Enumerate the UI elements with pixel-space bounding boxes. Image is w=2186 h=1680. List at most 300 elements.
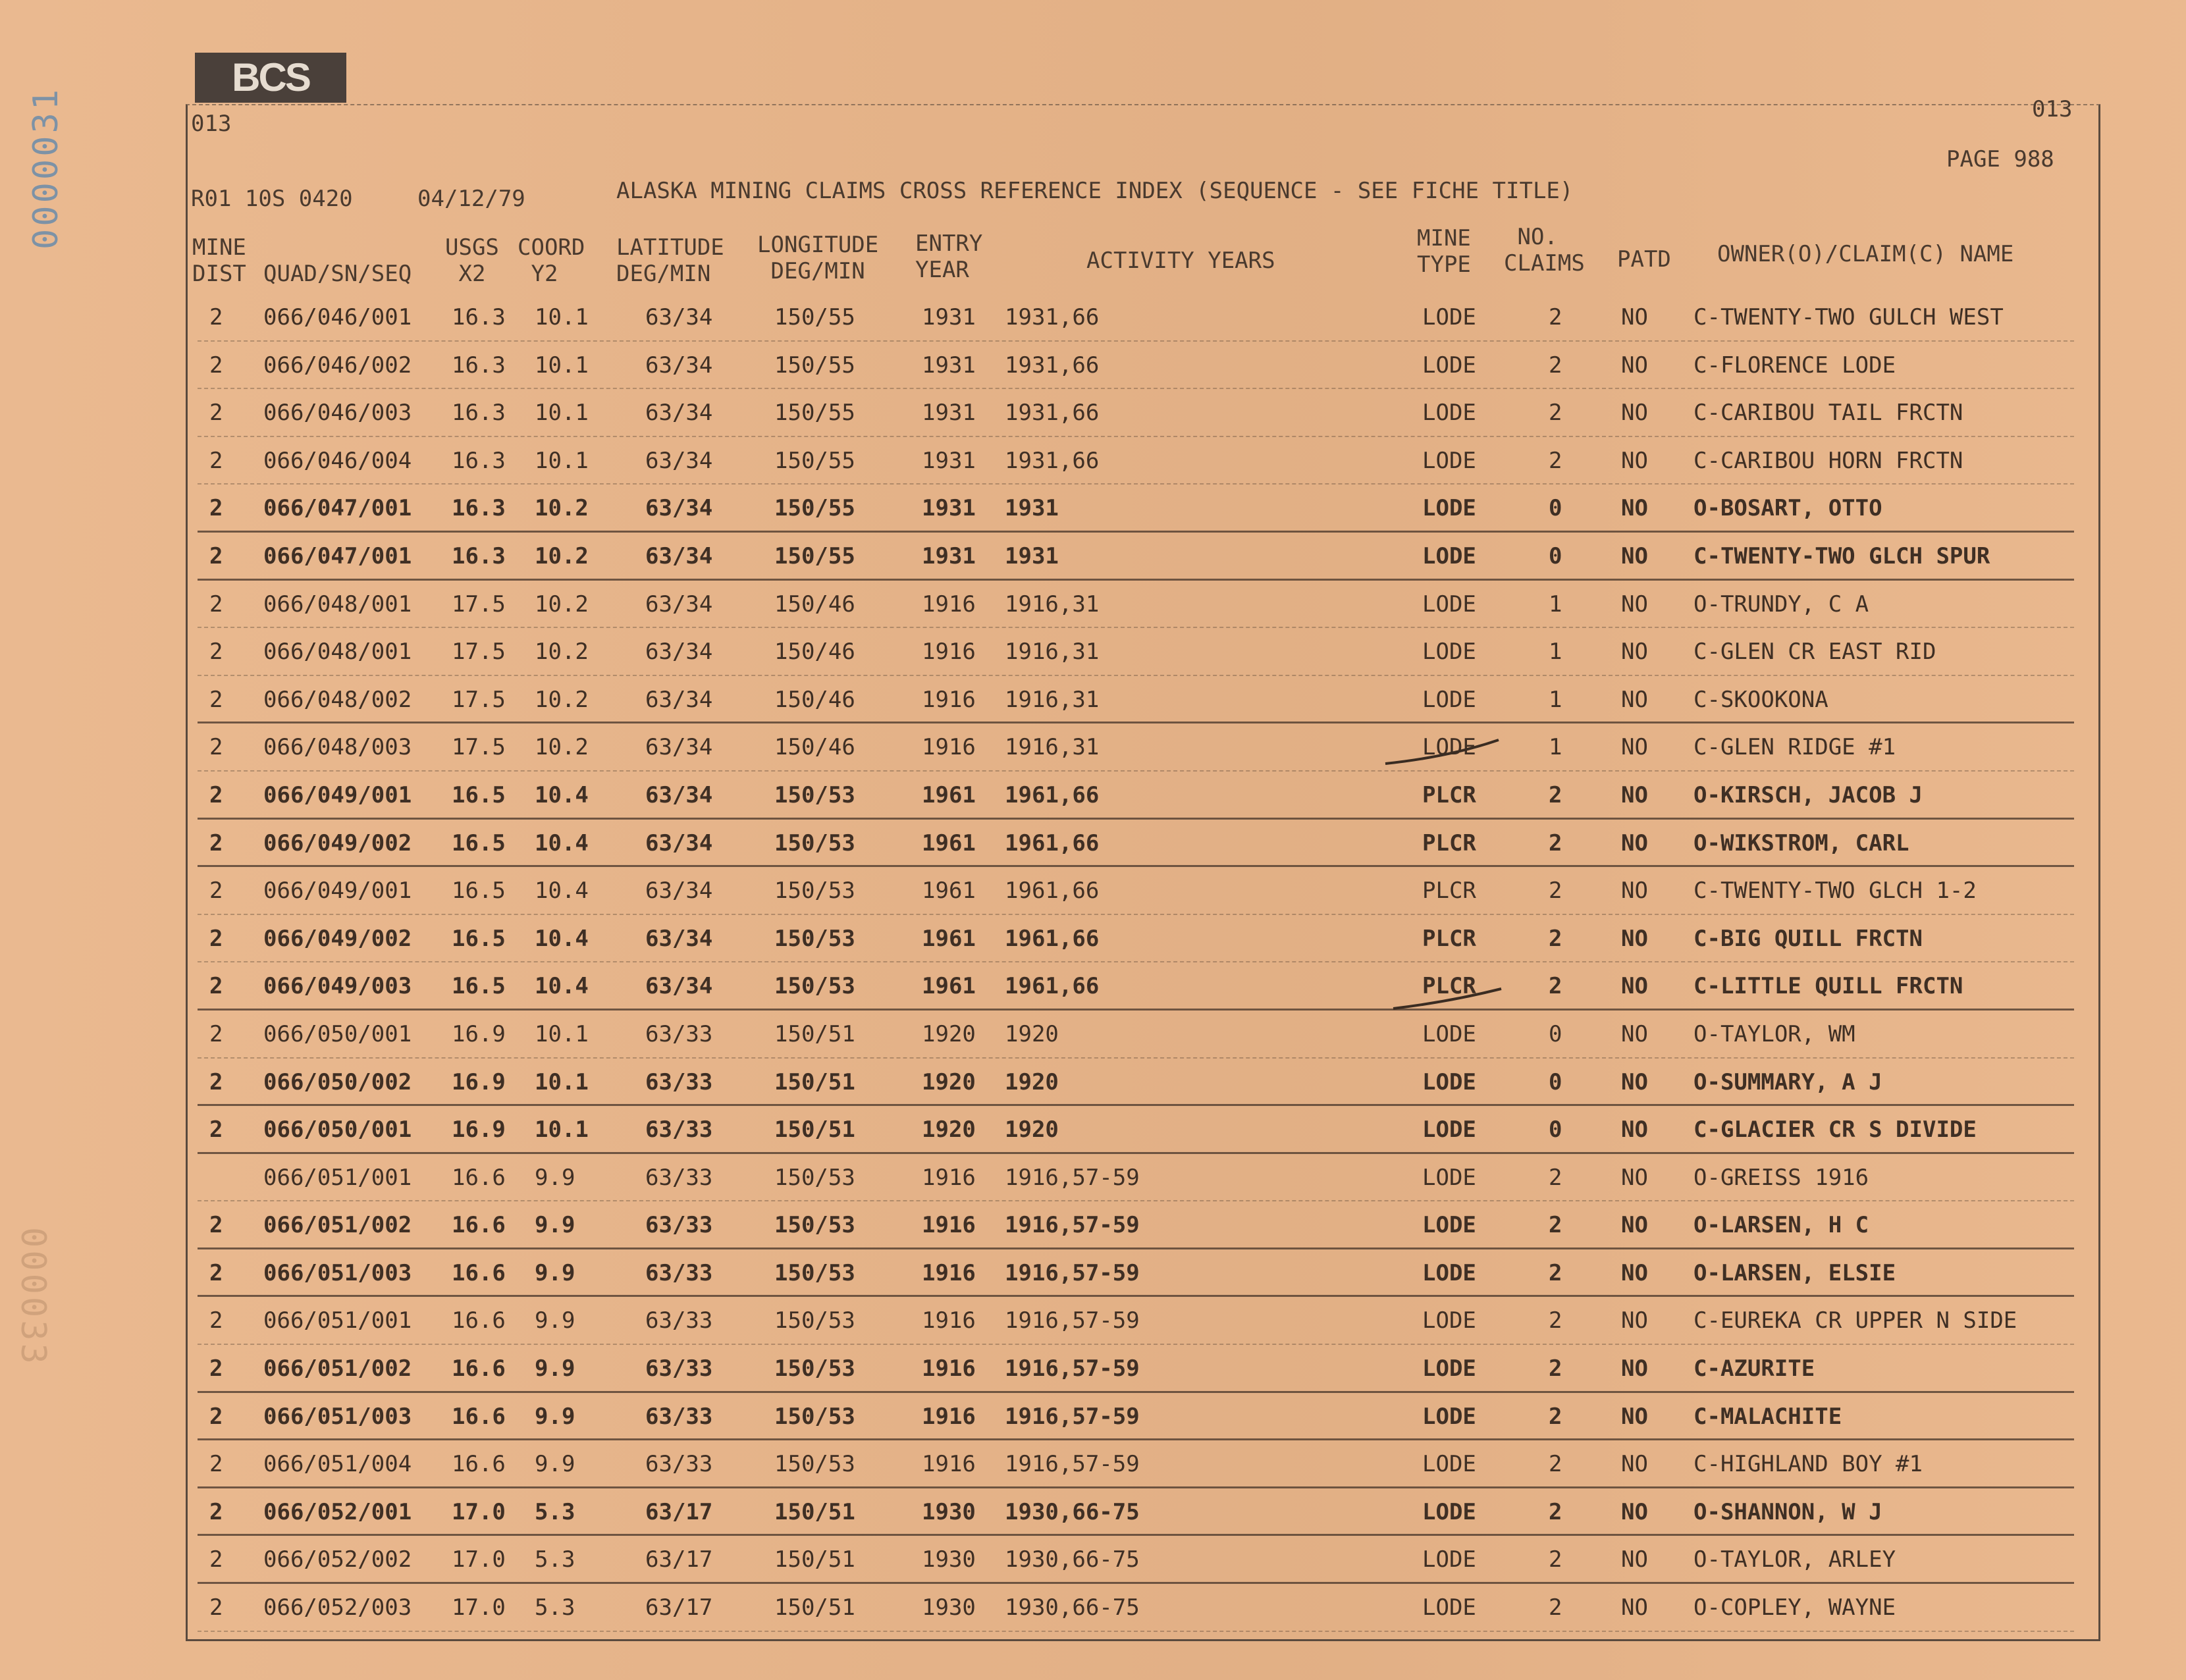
col-quad: QUAD/SN/SEQ <box>263 261 412 287</box>
mine-type-cell: LODE <box>1422 1116 1476 1143</box>
latitude-cell: 63/34 <box>645 639 713 666</box>
usgs-x2-cell: 16.5 <box>452 781 506 808</box>
mine-dist-cell: 2 <box>209 1451 223 1478</box>
patd-cell: NO <box>1621 1498 1648 1525</box>
col-coord-y2: COORD Y2 <box>518 234 585 287</box>
coord-y2-cell: 10.1 <box>535 1068 589 1095</box>
activity-years-cell: 1916,31 <box>1005 686 1100 713</box>
mine-dist-cell: 2 <box>209 542 223 569</box>
entry-year-cell: 1916 <box>922 686 976 713</box>
coord-y2-cell: 5.3 <box>535 1594 575 1621</box>
mine-type-cell: PLCR <box>1422 829 1476 856</box>
patd-cell: NO <box>1621 1594 1648 1621</box>
patd-cell: NO <box>1621 352 1648 379</box>
quad-cell: 066/047/001 <box>263 542 412 569</box>
longitude-cell: 150/53 <box>774 973 855 1000</box>
patd-cell: NO <box>1621 304 1648 330</box>
coord-y2-cell: 9.9 <box>535 1307 575 1334</box>
usgs-x2-cell: 16.9 <box>452 1068 506 1095</box>
latitude-cell: 63/33 <box>645 1164 713 1191</box>
mine-dist-cell: 2 <box>209 591 223 617</box>
owner-claim-name-cell: O-TRUNDY, C A <box>1693 591 1869 617</box>
usgs-x2-cell: 17.0 <box>452 1546 506 1573</box>
longitude-cell: 150/51 <box>774 1116 855 1143</box>
longitude-cell: 150/53 <box>774 1355 855 1382</box>
activity-years-cell: 1916,57-59 <box>1005 1403 1140 1430</box>
entry-year-cell: 1961 <box>922 925 976 952</box>
activity-years-cell: 1961,66 <box>1005 878 1100 905</box>
no-claims-cell: 2 <box>1549 304 1562 330</box>
entry-year-cell: 1930 <box>922 1594 976 1621</box>
mine-type-cell: LODE <box>1422 686 1476 713</box>
longitude-cell: 150/46 <box>774 734 855 761</box>
activity-years-cell: 1916,57-59 <box>1005 1355 1140 1382</box>
col-entry-year: ENTRY YEAR <box>915 230 983 283</box>
mine-dist-cell: 2 <box>209 734 223 761</box>
mine-type-cell: PLCR <box>1422 925 1476 952</box>
entry-year-cell: 1916 <box>922 1355 976 1382</box>
mine-dist-cell: 2 <box>209 1068 223 1095</box>
usgs-x2-cell: 17.5 <box>452 639 506 666</box>
activity-years-cell: 1931 <box>1005 542 1059 569</box>
coord-y2-cell: 10.2 <box>535 686 589 713</box>
patd-cell: NO <box>1621 1546 1648 1573</box>
mine-dist-cell: 2 <box>209 1594 223 1621</box>
patd-cell: NO <box>1621 686 1648 713</box>
coord-y2-cell: 5.3 <box>535 1498 575 1525</box>
activity-years-cell: 1916,31 <box>1005 734 1100 761</box>
longitude-cell: 150/53 <box>774 1451 855 1478</box>
patd-cell: NO <box>1621 400 1648 427</box>
activity-years-cell: 1916,31 <box>1005 591 1100 617</box>
quad-cell: 066/052/002 <box>263 1546 412 1573</box>
col-owner-claim: OWNER(O)/CLAIM(C) NAME <box>1717 241 2014 267</box>
entry-year-cell: 1961 <box>922 829 976 856</box>
mine-dist-cell: 2 <box>209 1307 223 1334</box>
quad-cell: 066/048/001 <box>263 591 412 617</box>
entry-year-cell: 1920 <box>922 1068 976 1095</box>
no-claims-cell: 2 <box>1549 1164 1562 1191</box>
latitude-cell: 63/34 <box>645 829 713 856</box>
activity-years-cell: 1931,66 <box>1005 304 1100 330</box>
owner-claim-name-cell: O-SHANNON, W J <box>1693 1498 1882 1525</box>
coord-y2-cell: 9.9 <box>535 1403 575 1430</box>
col-mine-type: MINE TYPE <box>1417 225 1471 278</box>
no-claims-cell: 2 <box>1549 1307 1562 1334</box>
quad-cell: 066/047/001 <box>263 495 412 522</box>
latitude-cell: 63/34 <box>645 781 713 808</box>
entry-year-cell: 1930 <box>922 1498 976 1525</box>
latitude-cell: 63/17 <box>645 1546 713 1573</box>
mine-type-cell: PLCR <box>1422 973 1476 1000</box>
coord-y2-cell: 10.1 <box>535 447 589 474</box>
usgs-x2-cell: 16.3 <box>452 400 506 427</box>
coord-y2-cell: 9.9 <box>535 1212 575 1239</box>
mine-type-cell: LODE <box>1422 1068 1476 1095</box>
activity-years-cell: 1961,66 <box>1005 781 1100 808</box>
latitude-cell: 63/17 <box>645 1594 713 1621</box>
patd-cell: NO <box>1621 591 1648 617</box>
usgs-x2-cell: 16.3 <box>452 542 506 569</box>
mine-type-cell: PLCR <box>1422 781 1476 808</box>
mine-type-cell: LODE <box>1422 1498 1476 1525</box>
activity-years-cell: 1920 <box>1005 1116 1059 1143</box>
mine-type-cell: PLCR <box>1422 878 1476 905</box>
latitude-cell: 63/34 <box>645 542 713 569</box>
mine-type-cell: LODE <box>1422 639 1476 666</box>
owner-claim-name-cell: C-GLEN CR EAST RID <box>1693 639 1936 666</box>
no-claims-cell: 2 <box>1549 447 1562 474</box>
no-claims-cell: 2 <box>1549 1594 1562 1621</box>
entry-year-cell: 1916 <box>922 639 976 666</box>
coord-y2-cell: 10.2 <box>535 495 589 522</box>
mine-dist-cell: 2 <box>209 829 223 856</box>
latitude-cell: 63/33 <box>645 1451 713 1478</box>
usgs-x2-cell: 16.6 <box>452 1212 506 1239</box>
entry-year-cell: 1931 <box>922 542 976 569</box>
activity-years-cell: 1930,66-75 <box>1005 1498 1140 1525</box>
entry-year-cell: 1930 <box>922 1546 976 1573</box>
patd-cell: NO <box>1621 639 1648 666</box>
mine-dist-cell: 2 <box>209 1498 223 1525</box>
owner-claim-name-cell: C-AZURITE <box>1693 1355 1815 1382</box>
patd-cell: NO <box>1621 1212 1648 1239</box>
no-claims-cell: 2 <box>1549 781 1562 808</box>
owner-claim-name-cell: O-GREISS 1916 <box>1693 1164 1869 1191</box>
quad-cell: 066/049/002 <box>263 925 412 952</box>
patd-cell: NO <box>1621 1259 1648 1286</box>
owner-claim-name-cell: O-LARSEN, H C <box>1693 1212 1869 1239</box>
patd-cell: NO <box>1621 1020 1648 1047</box>
activity-years-cell: 1916,57-59 <box>1005 1259 1140 1286</box>
latitude-cell: 63/34 <box>645 447 713 474</box>
activity-years-cell: 1916,57-59 <box>1005 1212 1140 1239</box>
longitude-cell: 150/53 <box>774 829 855 856</box>
patd-cell: NO <box>1621 495 1648 522</box>
usgs-x2-cell: 17.5 <box>452 734 506 761</box>
mine-dist-cell: 2 <box>209 304 223 330</box>
usgs-x2-cell: 16.5 <box>452 925 506 952</box>
longitude-cell: 150/53 <box>774 1164 855 1191</box>
activity-years-cell: 1916,57-59 <box>1005 1307 1140 1334</box>
mine-type-cell: LODE <box>1422 734 1476 761</box>
mine-type-cell: LODE <box>1422 1594 1476 1621</box>
latitude-cell: 63/34 <box>645 925 713 952</box>
longitude-cell: 150/46 <box>774 686 855 713</box>
page-number: PAGE 988 <box>1946 146 2054 172</box>
activity-years-cell: 1916,57-59 <box>1005 1164 1140 1191</box>
usgs-x2-cell: 16.6 <box>452 1259 506 1286</box>
mine-dist-cell: 2 <box>209 495 223 522</box>
usgs-x2-cell: 16.3 <box>452 304 506 330</box>
usgs-x2-cell: 16.3 <box>452 447 506 474</box>
no-claims-cell: 0 <box>1549 1020 1562 1047</box>
latitude-cell: 63/33 <box>645 1116 713 1143</box>
mine-dist-cell: 2 <box>209 352 223 379</box>
mine-dist-cell: 2 <box>209 781 223 808</box>
usgs-x2-cell: 16.3 <box>452 352 506 379</box>
latitude-cell: 63/33 <box>645 1355 713 1382</box>
entry-year-cell: 1931 <box>922 495 976 522</box>
coord-y2-cell: 10.2 <box>535 734 589 761</box>
latitude-cell: 63/34 <box>645 973 713 1000</box>
latitude-cell: 63/17 <box>645 1498 713 1525</box>
coord-y2-cell: 10.2 <box>535 542 589 569</box>
latitude-cell: 63/34 <box>645 734 713 761</box>
entry-year-cell: 1920 <box>922 1116 976 1143</box>
patd-cell: NO <box>1621 447 1648 474</box>
quad-cell: 066/051/004 <box>263 1451 412 1478</box>
coord-y2-cell: 10.1 <box>535 304 589 330</box>
longitude-cell: 150/46 <box>774 639 855 666</box>
mine-type-cell: LODE <box>1422 1451 1476 1478</box>
owner-claim-name-cell: C-CARIBOU HORN FRCTN <box>1693 447 1963 474</box>
no-claims-cell: 0 <box>1549 1116 1562 1143</box>
mine-type-cell: LODE <box>1422 447 1476 474</box>
mine-type-cell: LODE <box>1422 542 1476 569</box>
usgs-x2-cell: 17.5 <box>452 591 506 617</box>
col-patd: PATD <box>1617 246 1671 273</box>
patd-cell: NO <box>1621 878 1648 905</box>
owner-claim-name-cell: C-EUREKA CR UPPER N SIDE <box>1693 1307 2017 1334</box>
quad-cell: 066/048/002 <box>263 686 412 713</box>
patd-cell: NO <box>1621 542 1648 569</box>
entry-year-cell: 1916 <box>922 1212 976 1239</box>
no-claims-cell: 2 <box>1549 1355 1562 1382</box>
usgs-x2-cell: 17.0 <box>452 1498 506 1525</box>
report-date: 04/12/79 <box>417 186 525 212</box>
coord-y2-cell: 10.2 <box>535 639 589 666</box>
latitude-cell: 63/34 <box>645 686 713 713</box>
no-claims-cell: 1 <box>1549 591 1562 617</box>
mine-type-cell: LODE <box>1422 1546 1476 1573</box>
owner-claim-name-cell: O-TAYLOR, ARLEY <box>1693 1546 1896 1573</box>
activity-years-cell: 1931,66 <box>1005 352 1100 379</box>
latitude-cell: 63/33 <box>645 1212 713 1239</box>
mine-type-cell: LODE <box>1422 1307 1476 1334</box>
quad-cell: 066/046/001 <box>263 304 412 330</box>
mine-type-cell: LODE <box>1422 591 1476 617</box>
quad-cell: 066/051/003 <box>263 1403 412 1430</box>
mine-dist-cell: 2 <box>209 1546 223 1573</box>
latitude-cell: 63/34 <box>645 591 713 617</box>
mine-type-cell: LODE <box>1422 1212 1476 1239</box>
report-title: ALASKA MINING CLAIMS CROSS REFERENCE INDEX (SEQUENCE - SEE FICHE TITLE) <box>616 178 1574 204</box>
longitude-cell: 150/46 <box>774 591 855 617</box>
no-claims-cell: 2 <box>1549 1259 1562 1286</box>
quad-cell: 066/051/002 <box>263 1212 412 1239</box>
quad-cell: 066/049/003 <box>263 973 412 1000</box>
mine-dist-cell: 2 <box>209 1403 223 1430</box>
usgs-x2-cell: 17.5 <box>452 686 506 713</box>
pen-bracket-bottom <box>1393 989 1501 1009</box>
coord-y2-cell: 10.1 <box>535 1020 589 1047</box>
usgs-x2-cell: 16.3 <box>452 495 506 522</box>
no-claims-cell: 2 <box>1549 352 1562 379</box>
usgs-x2-cell: 16.6 <box>452 1164 506 1191</box>
patd-cell: NO <box>1621 925 1648 952</box>
patd-cell: NO <box>1621 1116 1648 1143</box>
coord-y2-cell: 10.1 <box>535 400 589 427</box>
longitude-cell: 150/51 <box>774 1068 855 1095</box>
longitude-cell: 150/55 <box>774 495 855 522</box>
owner-claim-name-cell: O-BOSART, OTTO <box>1693 495 1882 522</box>
no-claims-cell: 2 <box>1549 878 1562 905</box>
coord-y2-cell: 9.9 <box>535 1259 575 1286</box>
quad-cell: 066/049/002 <box>263 829 412 856</box>
owner-claim-name-cell: C-SKOOKONA <box>1693 686 1828 713</box>
quad-cell: 066/052/003 <box>263 1594 412 1621</box>
patd-cell: NO <box>1621 781 1648 808</box>
mine-dist-cell: 2 <box>209 1020 223 1047</box>
patd-cell: NO <box>1621 973 1648 1000</box>
longitude-cell: 150/53 <box>774 1212 855 1239</box>
patd-cell: NO <box>1621 1451 1648 1478</box>
entry-year-cell: 1931 <box>922 352 976 379</box>
activity-years-cell: 1916,57-59 <box>1005 1451 1140 1478</box>
longitude-cell: 150/51 <box>774 1594 855 1621</box>
no-claims-cell: 0 <box>1549 1068 1562 1095</box>
quad-cell: 066/050/001 <box>263 1020 412 1047</box>
no-claims-cell: 1 <box>1549 639 1562 666</box>
coord-y2-cell: 10.1 <box>535 1116 589 1143</box>
latitude-cell: 63/33 <box>645 1307 713 1334</box>
owner-claim-name-cell: O-TAYLOR, WM <box>1693 1020 1855 1047</box>
no-claims-cell: 2 <box>1549 1546 1562 1573</box>
patd-cell: NO <box>1621 1307 1648 1334</box>
mine-type-cell: LODE <box>1422 1164 1476 1191</box>
no-claims-cell: 2 <box>1549 400 1562 427</box>
entry-year-cell: 1916 <box>922 591 976 617</box>
col-activity-years: ACTIVITY YEARS <box>1086 248 1275 274</box>
no-claims-cell: 2 <box>1549 829 1562 856</box>
activity-years-cell: 1931,66 <box>1005 400 1100 427</box>
no-claims-cell: 2 <box>1549 925 1562 952</box>
latitude-cell: 63/34 <box>645 495 713 522</box>
entry-year-cell: 1916 <box>922 1307 976 1334</box>
report-id: R01 10S 0420 <box>191 186 353 212</box>
mine-dist-cell: 2 <box>209 400 223 427</box>
latitude-cell: 63/33 <box>645 1403 713 1430</box>
no-claims-cell: 2 <box>1549 973 1562 1000</box>
owner-claim-name-cell: C-LITTLE QUILL FRCTN <box>1693 973 1963 1000</box>
longitude-cell: 150/51 <box>774 1546 855 1573</box>
mine-type-cell: LODE <box>1422 1403 1476 1430</box>
no-claims-cell: 2 <box>1549 1451 1562 1478</box>
entry-year-cell: 1961 <box>922 973 976 1000</box>
patd-cell: NO <box>1621 734 1648 761</box>
no-claims-cell: 0 <box>1549 542 1562 569</box>
mine-dist-cell: 2 <box>209 639 223 666</box>
owner-claim-name-cell: O-COPLEY, WAYNE <box>1693 1594 1896 1621</box>
entry-year-cell: 1916 <box>922 1451 976 1478</box>
latitude-cell: 63/33 <box>645 1068 713 1095</box>
fiche-stamp-bottom: 000033 <box>13 1227 53 1367</box>
usgs-x2-cell: 17.0 <box>452 1594 506 1621</box>
owner-claim-name-cell: C-BIG QUILL FRCTN <box>1693 925 1923 952</box>
longitude-cell: 150/53 <box>774 781 855 808</box>
quad-cell: 066/046/002 <box>263 352 412 379</box>
owner-claim-name-cell: C-GLACIER CR S DIVIDE <box>1693 1116 1977 1143</box>
longitude-cell: 150/55 <box>774 542 855 569</box>
right-code: 013 <box>2032 96 2073 122</box>
coord-y2-cell: 9.9 <box>535 1451 575 1478</box>
owner-claim-name-cell: C-TWENTY-TWO GULCH WEST <box>1693 304 2004 330</box>
no-claims-cell: 1 <box>1549 686 1562 713</box>
entry-year-cell: 1931 <box>922 400 976 427</box>
owner-claim-name-cell: O-WIKSTROM, CARL <box>1693 829 1909 856</box>
mine-type-cell: LODE <box>1422 1355 1476 1382</box>
usgs-x2-cell: 16.5 <box>452 878 506 905</box>
mine-type-cell: LODE <box>1422 495 1476 522</box>
owner-claim-name-cell: C-CARIBOU TAIL FRCTN <box>1693 400 1963 427</box>
patd-cell: NO <box>1621 1355 1648 1382</box>
latitude-cell: 63/33 <box>645 1020 713 1047</box>
owner-claim-name-cell: O-SUMMARY, A J <box>1693 1068 1882 1095</box>
quad-cell: 066/048/001 <box>263 639 412 666</box>
quad-cell: 066/051/003 <box>263 1259 412 1286</box>
longitude-cell: 150/55 <box>774 447 855 474</box>
quad-cell: 066/049/001 <box>263 781 412 808</box>
col-longitude: LONGITUDE DEG/MIN <box>757 232 879 284</box>
coord-y2-cell: 5.3 <box>535 1546 575 1573</box>
entry-year-cell: 1931 <box>922 304 976 330</box>
activity-years-cell: 1930,66-75 <box>1005 1546 1140 1573</box>
pen-bracket-top <box>1385 740 1499 764</box>
entry-year-cell: 1916 <box>922 1403 976 1430</box>
longitude-cell: 150/53 <box>774 1307 855 1334</box>
longitude-cell: 150/53 <box>774 1259 855 1286</box>
coord-y2-cell: 9.9 <box>535 1164 575 1191</box>
mine-dist-cell: 2 <box>209 973 223 1000</box>
latitude-cell: 63/34 <box>645 304 713 330</box>
owner-claim-name-cell: C-FLORENCE LODE <box>1693 352 1896 379</box>
activity-years-cell: 1961,66 <box>1005 829 1100 856</box>
entry-year-cell: 1931 <box>922 447 976 474</box>
quad-cell: 066/050/002 <box>263 1068 412 1095</box>
usgs-x2-cell: 16.5 <box>452 829 506 856</box>
coord-y2-cell: 10.4 <box>535 781 589 808</box>
usgs-x2-cell: 16.9 <box>452 1020 506 1047</box>
usgs-x2-cell: 16.6 <box>452 1403 506 1430</box>
latitude-cell: 63/34 <box>645 400 713 427</box>
no-claims-cell: 0 <box>1549 495 1562 522</box>
owner-claim-name-cell: C-GLEN RIDGE #1 <box>1693 734 1896 761</box>
patd-cell: NO <box>1621 829 1648 856</box>
mine-dist-cell: 2 <box>209 1259 223 1286</box>
mine-dist-cell: 2 <box>209 878 223 905</box>
mine-dist-cell: 2 <box>209 1212 223 1239</box>
quad-cell: 066/050/001 <box>263 1116 412 1143</box>
activity-years-cell: 1920 <box>1005 1068 1059 1095</box>
quad-cell: 066/052/001 <box>263 1498 412 1525</box>
coord-y2-cell: 10.4 <box>535 973 589 1000</box>
mine-type-cell: LODE <box>1422 400 1476 427</box>
usgs-x2-cell: 16.9 <box>452 1116 506 1143</box>
quad-cell: 066/046/003 <box>263 400 412 427</box>
longitude-cell: 150/53 <box>774 925 855 952</box>
longitude-cell: 150/51 <box>774 1020 855 1047</box>
quad-cell: 066/051/002 <box>263 1355 412 1382</box>
coord-y2-cell: 9.9 <box>535 1355 575 1382</box>
patd-cell: NO <box>1621 1068 1648 1095</box>
mine-type-cell: LODE <box>1422 304 1476 330</box>
latitude-cell: 63/34 <box>645 352 713 379</box>
fiche-stamp-top: 0000031 <box>26 86 66 249</box>
activity-years-cell: 1930,66-75 <box>1005 1594 1140 1621</box>
mine-type-cell: LODE <box>1422 352 1476 379</box>
latitude-cell: 63/33 <box>645 1259 713 1286</box>
